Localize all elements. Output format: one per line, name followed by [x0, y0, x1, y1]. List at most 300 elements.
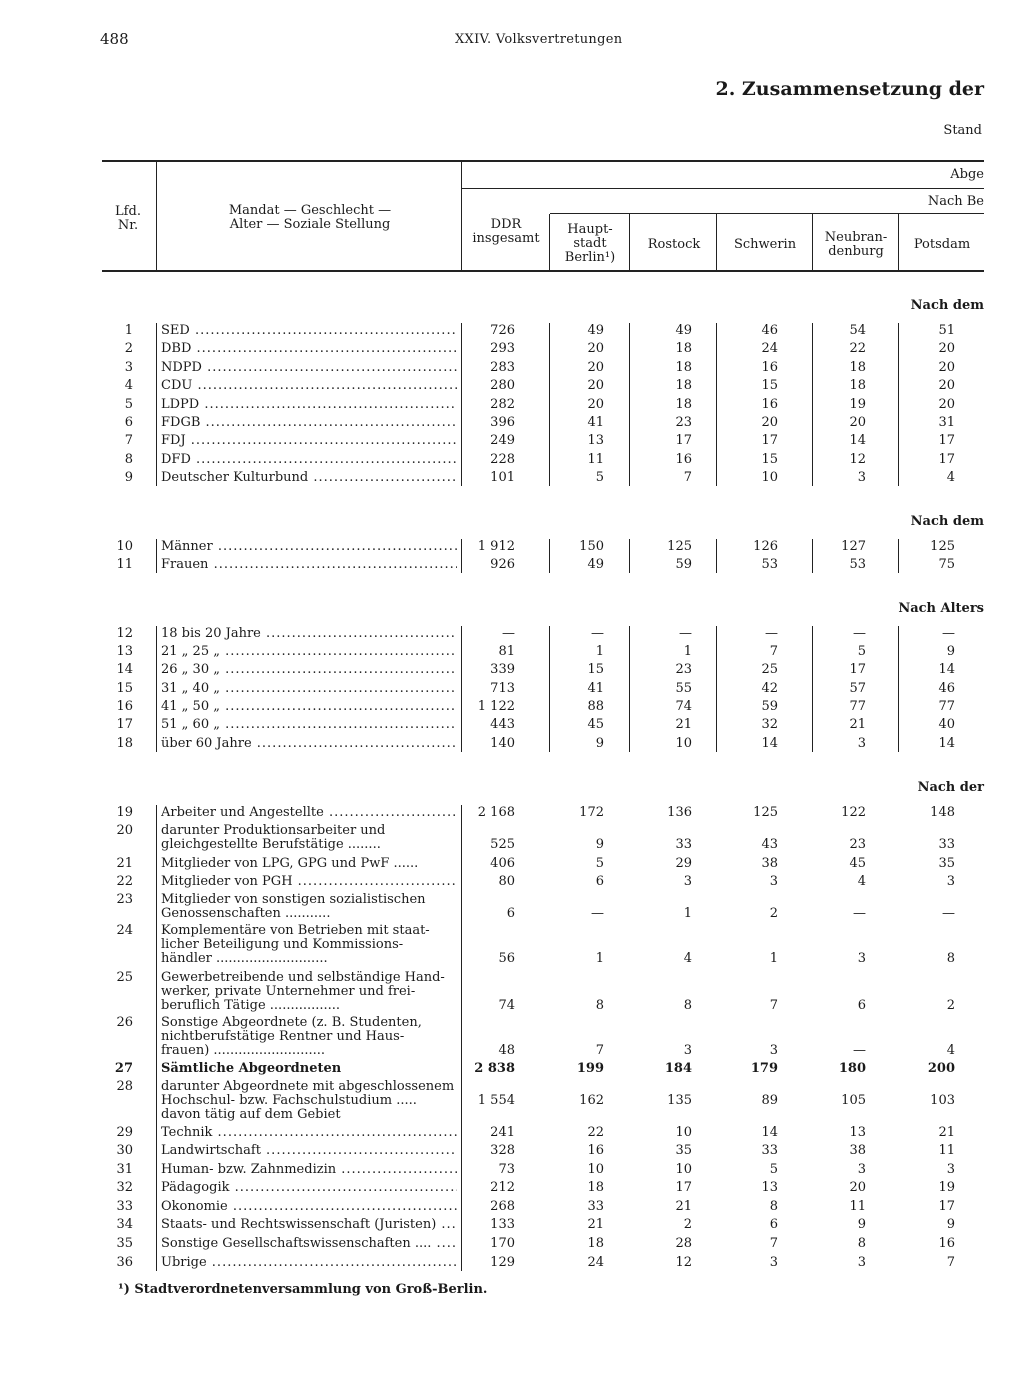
row-value-5: 18 [849, 360, 866, 375]
row-value-6: 19 [938, 1180, 955, 1195]
row-number: 15 [116, 681, 133, 696]
column-rule [549, 323, 550, 486]
row-value-4: 5 [769, 1162, 778, 1177]
column-rule [629, 539, 630, 573]
row-value-1: 6 [506, 906, 515, 921]
row-value-3: 135 [667, 1093, 692, 1108]
row-value-2: 5 [595, 856, 604, 871]
row-number: 11 [116, 557, 133, 572]
row-value-5: 38 [849, 1143, 866, 1158]
row-value-3: 18 [675, 360, 692, 375]
row-value-5: 5 [857, 644, 866, 659]
row-label: Mitglieder von LPG, GPG und PwF ...... [161, 856, 419, 871]
row-value-2: 172 [579, 805, 604, 820]
row-number: 9 [124, 470, 133, 485]
row-value-2: 20 [587, 341, 604, 356]
row-value-1: 280 [490, 378, 515, 393]
row-value-6: 17 [938, 433, 955, 448]
row-value-5: 3 [857, 1255, 866, 1270]
column-rule [156, 805, 157, 1271]
row-number: 36 [116, 1255, 133, 1270]
row-value-1: 339 [490, 662, 515, 677]
header-top-rule [102, 160, 984, 162]
row-number: 4 [124, 378, 133, 393]
header-mandat: Mandat — Geschlecht — Alter — Soziale Stellung [228, 203, 392, 232]
row-value-1: 2 168 [477, 805, 515, 820]
row-value-1: 140 [490, 736, 515, 751]
header-rostock: Rostock [647, 237, 701, 252]
row-value-3: 74 [675, 699, 692, 714]
row-value-4: 43 [761, 837, 778, 852]
row-value-3: 3 [683, 874, 692, 889]
row-value-2: 41 [587, 415, 604, 430]
row-number: 29 [116, 1125, 133, 1140]
column-rule [812, 626, 813, 752]
row-value-3: 125 [667, 539, 692, 554]
row-value-4: 59 [761, 699, 778, 714]
row-value-6: 20 [938, 341, 955, 356]
row-label: Frauen ..... [161, 558, 457, 572]
row-value-1: 81 [498, 644, 515, 659]
row-number: 10 [116, 539, 133, 554]
row-value-4: 3 [769, 1043, 778, 1058]
row-value-1: 713 [490, 681, 515, 696]
row-number: 34 [116, 1217, 133, 1232]
row-label: Übrige ..... [161, 1256, 457, 1270]
row-value-3: 184 [664, 1061, 692, 1076]
row-value-5: 11 [849, 1199, 866, 1214]
column-rule [898, 626, 899, 752]
row-value-5: 9 [857, 1217, 866, 1232]
row-number: 13 [116, 644, 133, 659]
row-label: 51 „ 60 „ ..... [161, 718, 457, 732]
column-rule [898, 323, 899, 486]
row-value-4: 16 [761, 397, 778, 412]
row-value-4: 89 [761, 1093, 778, 1108]
page-number: 488 [100, 30, 129, 48]
header-sub-rule-1 [462, 188, 984, 189]
row-value-4: 16 [761, 360, 778, 375]
row-value-5: 45 [849, 856, 866, 871]
row-value-6: 17 [938, 452, 955, 467]
row-value-3: 10 [675, 1125, 692, 1140]
header-divider-4 [629, 214, 630, 270]
row-value-2: 16 [587, 1143, 604, 1158]
row-value-4: — [765, 626, 778, 641]
row-label: Männer ..... [161, 540, 457, 554]
row-value-3: 18 [675, 378, 692, 393]
row-label: Sonstige Gesellschaftswissenschaften .... ..... [161, 1237, 457, 1251]
row-value-6: 16 [938, 1236, 955, 1251]
section-heading-alter: Nach Alters [898, 601, 984, 616]
row-number: 21 [116, 856, 133, 871]
stand-label: Stand [943, 123, 982, 138]
row-value-5: 122 [841, 805, 866, 820]
header-divider-3 [549, 214, 550, 270]
row-value-5: 14 [849, 433, 866, 448]
row-value-4: 42 [761, 681, 778, 696]
row-value-5: 13 [849, 1125, 866, 1140]
column-rule [629, 626, 630, 752]
row-value-2: 49 [587, 323, 604, 338]
row-value-3: 1 [683, 906, 692, 921]
row-value-1: 129 [490, 1255, 515, 1270]
row-number: 16 [116, 699, 133, 714]
row-value-4: 3 [769, 874, 778, 889]
row-number: 23 [116, 892, 133, 907]
row-value-2: 1 [595, 644, 604, 659]
row-value-4: 1 [769, 951, 778, 966]
row-value-2: 8 [595, 998, 604, 1013]
row-value-4: 126 [753, 539, 778, 554]
row-value-3: 29 [675, 856, 692, 871]
row-label: Gewerbetreibende und selbständige Hand- werker, private Unternehmer und frei- beruflich Tätige ................. [161, 970, 445, 1013]
row-label: FDJ ..... [161, 434, 457, 448]
row-label: darunter Produktionsarbeiter und gleichgestellte Berufstätige ........ [161, 823, 386, 852]
row-label: DFD ..... [161, 453, 457, 467]
row-value-5: 20 [849, 415, 866, 430]
row-value-6: 51 [938, 323, 955, 338]
row-label: Arbeiter und Angestellte ..... [161, 806, 457, 820]
row-label: Sämtliche Abgeordneten [161, 1061, 342, 1076]
row-value-4: 25 [761, 662, 778, 677]
row-value-1: 328 [490, 1143, 515, 1158]
row-value-1: 56 [498, 951, 515, 966]
row-value-5: 3 [857, 951, 866, 966]
row-value-4: 32 [761, 717, 778, 732]
row-value-6: 40 [938, 717, 955, 732]
row-value-1: 726 [490, 323, 515, 338]
row-value-6: 103 [930, 1093, 955, 1108]
row-value-5: — [853, 626, 866, 641]
running-head: XXIV. Volksvertretungen [455, 32, 623, 47]
row-value-3: 12 [675, 1255, 692, 1270]
column-rule [549, 626, 550, 752]
row-value-2: 18 [587, 1236, 604, 1251]
row-value-4: 14 [761, 1125, 778, 1140]
row-value-1: 74 [498, 998, 515, 1013]
row-value-1: 268 [490, 1199, 515, 1214]
section-heading-geschlecht: Nach dem [910, 514, 984, 529]
column-rule [156, 323, 157, 486]
row-value-3: 10 [675, 736, 692, 751]
row-value-3: 59 [675, 557, 692, 572]
row-value-4: 15 [761, 378, 778, 393]
row-value-3: 136 [667, 805, 692, 820]
row-value-6: 20 [938, 397, 955, 412]
row-value-6: 4 [946, 1043, 955, 1058]
row-value-3: 18 [675, 341, 692, 356]
row-value-1: 926 [490, 557, 515, 572]
row-value-5: 19 [849, 397, 866, 412]
row-label: 21 „ 25 „ ..... [161, 645, 457, 659]
row-value-6: 21 [938, 1125, 955, 1140]
row-number: 31 [116, 1162, 133, 1177]
row-label: NDPD ..... [161, 361, 457, 375]
row-label: Technik ..... [161, 1126, 457, 1140]
row-value-5: 180 [838, 1061, 866, 1076]
row-value-6: 200 [927, 1061, 955, 1076]
row-number: 1 [124, 323, 133, 338]
row-value-6: 20 [938, 378, 955, 393]
row-label: FDGB ..... [161, 416, 457, 430]
row-value-2: 20 [587, 360, 604, 375]
row-value-6: 14 [938, 736, 955, 751]
header-bottom-rule [102, 270, 984, 272]
column-rule [812, 539, 813, 573]
row-value-6: 4 [946, 470, 955, 485]
row-label: über 60 Jahre ..... [161, 737, 457, 751]
header-sub-rule-2 [550, 213, 984, 214]
column-rule [812, 323, 813, 486]
row-value-5: 21 [849, 717, 866, 732]
column-rule [461, 626, 462, 752]
row-number: 5 [124, 397, 133, 412]
header-divider-7 [898, 214, 899, 270]
row-value-3: — [679, 626, 692, 641]
row-value-2: 10 [587, 1162, 604, 1177]
column-rule [716, 626, 717, 752]
row-label: 26 „ 30 „ ..... [161, 663, 457, 677]
header-berlin: Haupt- stadt Berlin¹) [564, 222, 616, 265]
row-value-5: — [853, 1043, 866, 1058]
row-value-2: 15 [587, 662, 604, 677]
row-value-4: 33 [761, 1143, 778, 1158]
row-value-5: 54 [849, 323, 866, 338]
row-value-1: 1 122 [477, 699, 515, 714]
row-value-4: 7 [769, 644, 778, 659]
row-label: Komplementäre von Betrieben mit staat- licher Beteiligung und Kommissions- händler ........................... [161, 923, 430, 966]
header-nach-be: Nach Be [927, 194, 984, 209]
row-value-6: 11 [938, 1143, 955, 1158]
row-value-4: 125 [753, 805, 778, 820]
row-label: Staats- und Rechtswissenschaft (Juristen) ..... [161, 1218, 457, 1232]
row-label: Landwirtschaft ..... [161, 1144, 457, 1158]
row-value-3: 10 [675, 1162, 692, 1177]
row-value-2: 5 [595, 470, 604, 485]
row-value-2: 11 [587, 452, 604, 467]
row-value-4: 8 [769, 1199, 778, 1214]
row-value-3: 28 [675, 1236, 692, 1251]
row-label: Ökonomie ..... [161, 1200, 457, 1214]
row-number: 26 [116, 1015, 133, 1030]
row-value-5: 6 [857, 998, 866, 1013]
row-value-6: 14 [938, 662, 955, 677]
row-value-4: 2 [769, 906, 778, 921]
row-value-3: 35 [675, 1143, 692, 1158]
header-divider-5 [716, 214, 717, 270]
row-value-1: 101 [490, 470, 515, 485]
row-value-3: 3 [683, 1043, 692, 1058]
row-value-5: 127 [841, 539, 866, 554]
row-value-4: 17 [761, 433, 778, 448]
row-value-3: 1 [683, 644, 692, 659]
row-label: 41 „ 50 „ ..... [161, 700, 457, 714]
header-divider-6 [812, 214, 813, 270]
row-label: CDU ..... [161, 379, 457, 393]
row-label: Pädagogik ..... [161, 1181, 457, 1195]
row-value-5: 105 [841, 1093, 866, 1108]
row-value-2: 9 [595, 736, 604, 751]
row-number: 18 [116, 736, 133, 751]
row-number: 27 [114, 1061, 133, 1076]
row-value-1: 170 [490, 1236, 515, 1251]
row-value-5: 23 [849, 837, 866, 852]
row-number: 25 [116, 970, 133, 985]
row-value-6: 31 [938, 415, 955, 430]
row-value-3: 17 [675, 433, 692, 448]
row-label: 18 bis 20 Jahre ..... [161, 627, 457, 641]
row-value-4: 13 [761, 1180, 778, 1195]
row-value-2: — [591, 626, 604, 641]
row-value-5: 18 [849, 378, 866, 393]
row-label: SED ..... [161, 324, 457, 338]
row-value-2: 162 [579, 1093, 604, 1108]
row-value-1: 48 [498, 1043, 515, 1058]
row-label: Mitglieder von sonstigen sozialistischen Genossenschaften ........... [161, 892, 426, 921]
row-value-3: 23 [675, 415, 692, 430]
row-number: 2 [124, 341, 133, 356]
row-value-3: 49 [675, 323, 692, 338]
row-number: 19 [116, 805, 133, 820]
row-value-6: 17 [938, 1199, 955, 1214]
row-value-2: 20 [587, 378, 604, 393]
column-rule [716, 539, 717, 573]
row-value-4: 6 [769, 1217, 778, 1232]
row-number: 12 [116, 626, 133, 641]
row-value-4: 15 [761, 452, 778, 467]
row-number: 3 [124, 360, 133, 375]
row-value-2: 7 [595, 1043, 604, 1058]
row-value-5: 77 [849, 699, 866, 714]
header-ddr: DDR insgesamt [472, 217, 540, 246]
row-number: 6 [124, 415, 133, 430]
row-value-5: 22 [849, 341, 866, 356]
row-value-6: 125 [930, 539, 955, 554]
row-value-5: 12 [849, 452, 866, 467]
row-number: 30 [116, 1143, 133, 1158]
row-value-3: 21 [675, 717, 692, 732]
row-value-4: 53 [761, 557, 778, 572]
row-value-3: 8 [683, 998, 692, 1013]
row-value-2: 24 [587, 1255, 604, 1270]
row-number: 20 [116, 823, 133, 838]
row-value-6: 9 [946, 644, 955, 659]
row-value-2: 1 [595, 951, 604, 966]
row-value-6: 9 [946, 1217, 955, 1232]
row-value-6: 77 [938, 699, 955, 714]
row-value-5: 17 [849, 662, 866, 677]
row-value-2: 13 [587, 433, 604, 448]
row-value-3: 21 [675, 1199, 692, 1214]
column-rule [461, 539, 462, 573]
row-label: Deutscher Kulturbund ..... [161, 471, 457, 485]
row-value-2: 199 [576, 1061, 604, 1076]
row-value-4: 38 [761, 856, 778, 871]
row-label: LDPD ..... [161, 398, 457, 412]
row-value-2: 22 [587, 1125, 604, 1140]
header-neubrandenburg: Neubran- denburg [824, 230, 888, 259]
row-value-3: 23 [675, 662, 692, 677]
row-value-1: 525 [490, 837, 515, 852]
row-number: 7 [124, 433, 133, 448]
row-value-2: 45 [587, 717, 604, 732]
row-value-1: 1 912 [477, 539, 515, 554]
row-value-2: 49 [587, 557, 604, 572]
row-value-4: 10 [761, 470, 778, 485]
row-value-2: 9 [595, 837, 604, 852]
row-value-2: 6 [595, 874, 604, 889]
header-lfd-nr: Lfd. Nr. [115, 204, 141, 233]
row-value-5: 20 [849, 1180, 866, 1195]
header-potsdam: Potsdam [913, 237, 971, 252]
row-number: 8 [124, 452, 133, 467]
row-value-6: 33 [938, 837, 955, 852]
column-rule [461, 805, 462, 1271]
header-divider-1 [156, 162, 157, 270]
row-value-3: 2 [683, 1217, 692, 1232]
row-value-1: 282 [490, 397, 515, 412]
row-value-5: 53 [849, 557, 866, 572]
row-value-1: 212 [490, 1180, 515, 1195]
row-label: darunter Abgeordnete mit abgeschlossenem Hochschul- bzw. Fachschulstudium ..... davon tätig auf dem Gebiet [161, 1079, 455, 1122]
row-value-2: 20 [587, 397, 604, 412]
column-rule [461, 323, 462, 486]
section-heading-parteien: Nach dem [910, 298, 984, 313]
row-value-1: 2 838 [474, 1061, 515, 1076]
row-value-1: 443 [490, 717, 515, 732]
row-value-6: 7 [946, 1255, 955, 1270]
row-value-3: 17 [675, 1180, 692, 1195]
row-label: DBD ..... [161, 342, 457, 356]
column-rule [156, 539, 157, 573]
column-rule [629, 323, 630, 486]
row-value-6: 3 [946, 874, 955, 889]
column-rule [716, 323, 717, 486]
row-label: Mitglieder von PGH ..... [161, 875, 457, 889]
row-value-6: 3 [946, 1162, 955, 1177]
row-value-2: 41 [587, 681, 604, 696]
section-heading-soziale-stellung: Nach der [917, 780, 984, 795]
row-number: 32 [116, 1180, 133, 1195]
column-rule [898, 539, 899, 573]
row-value-2: 33 [587, 1199, 604, 1214]
row-number: 28 [116, 1079, 133, 1094]
header-abge: Abge [950, 167, 984, 182]
column-rule [549, 539, 550, 573]
header-schwerin: Schwerin [733, 237, 797, 252]
row-label: Human- bzw. Zahnmedizin ..... [161, 1163, 457, 1177]
row-value-6: 8 [946, 951, 955, 966]
row-value-2: 150 [579, 539, 604, 554]
row-value-4: 14 [761, 736, 778, 751]
row-value-1: 73 [498, 1162, 515, 1177]
row-value-3: 16 [675, 452, 692, 467]
row-value-4: 7 [769, 1236, 778, 1251]
row-value-6: 20 [938, 360, 955, 375]
row-label: Sonstige Abgeordnete (z. B. Studenten, nichtberufstätige Rentner und Haus- frauen) ........................... [161, 1015, 422, 1058]
row-value-1: 133 [490, 1217, 515, 1232]
row-value-5: 4 [857, 874, 866, 889]
row-value-5: 3 [857, 1162, 866, 1177]
footnote: ¹) Stadtverordnetenversammlung von Groß-Berlin. [118, 1282, 488, 1297]
row-value-4: 3 [769, 1255, 778, 1270]
row-label: 31 „ 40 „ ..... [161, 682, 457, 696]
row-value-5: — [853, 906, 866, 921]
row-number: 33 [116, 1199, 133, 1214]
row-value-1: 228 [490, 452, 515, 467]
row-value-5: 3 [857, 736, 866, 751]
